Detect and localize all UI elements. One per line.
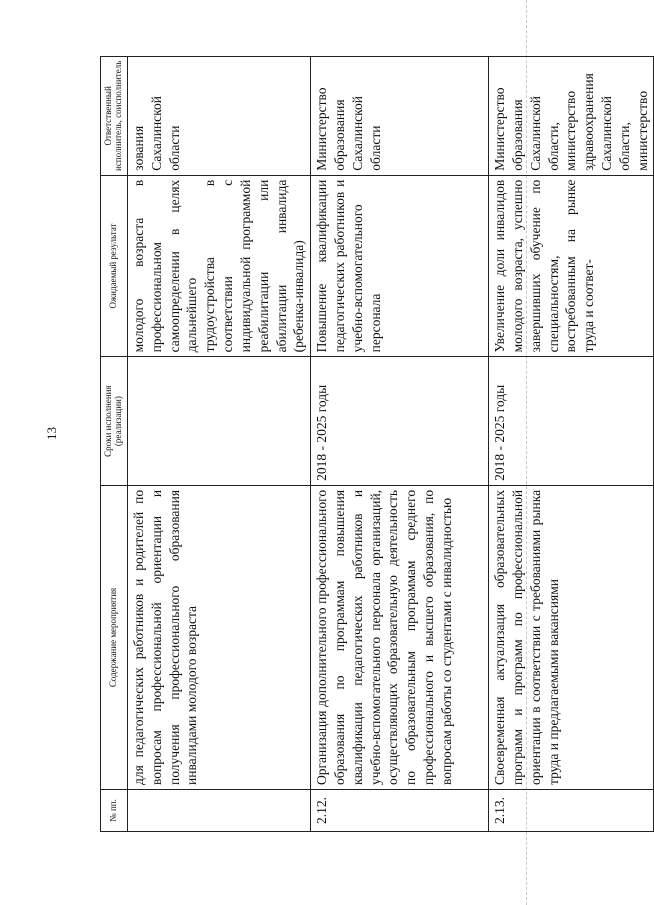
table-row (128, 57, 311, 832)
row-executor: Министерство образования Сахалинской области (311, 57, 489, 176)
row-content: Своевременная актуализация образовательных программ и программ по профессиональной ориентации в соответствии с требованиями рынка труда и предлагаемыми вакансиями (489, 485, 654, 789)
table-row (311, 57, 489, 832)
row-executor: Министерство образования Сахалинской области, министерство здравоохранения Сахалинской области, министерство (489, 57, 654, 176)
row-content: для педагогических работников и родителей по вопросам профессиональной ориентации и получения профессионального образования инвалидами молодого возраста (128, 485, 311, 789)
header-number: № пп. (101, 789, 128, 831)
row-deadline: 2018 - 2025 годы (489, 357, 654, 486)
row-number (128, 789, 311, 831)
header-result: Ожидаемый результат (101, 175, 128, 357)
row-executor: зования Сахалинской области (128, 57, 311, 176)
rotated-table-container (100, 56, 650, 832)
row-content: Организация дополнительного профессионального образования по программам повышения квалификации педагогических работников и учебно-вспомогательного персонала организаций, осуществляющих образовательную деятельность по образовательным программам среднего профессионального и высшего образования, по вопросам работы со студентами с инвалидностью (311, 485, 489, 789)
row-number: 2.12. (311, 789, 489, 831)
row-result: молодого возраста в профессиональном самоопределении в целях дальнейшего трудоустройства в соответствии с индивидуальной программой реабилитации или абилитации инвалида (ребенка-инвалида) (128, 175, 311, 357)
row-deadline: 2018 - 2025 годы (311, 357, 489, 486)
header-content: Содержание мероприятия (101, 485, 128, 789)
row-result: Повышение квалификации педагогических работников и учебно-вспомогательного персонала (311, 175, 489, 357)
row-deadline (128, 357, 311, 486)
table-row (489, 57, 654, 832)
page-number: 13 (44, 427, 59, 440)
row-result: Увеличение доли инвалидов молодого возраста, успешно завершивших обучение по специальностям, востребованным на рынке труда и соответ- (489, 175, 654, 357)
table-header-row (101, 57, 128, 832)
measures-table (100, 56, 654, 832)
header-executor: Ответственный исполнитель, соисполнитель (101, 57, 128, 176)
row-number: 2.13. (489, 789, 654, 831)
header-deadline: Сроки исполнения (реализации) (101, 357, 128, 486)
